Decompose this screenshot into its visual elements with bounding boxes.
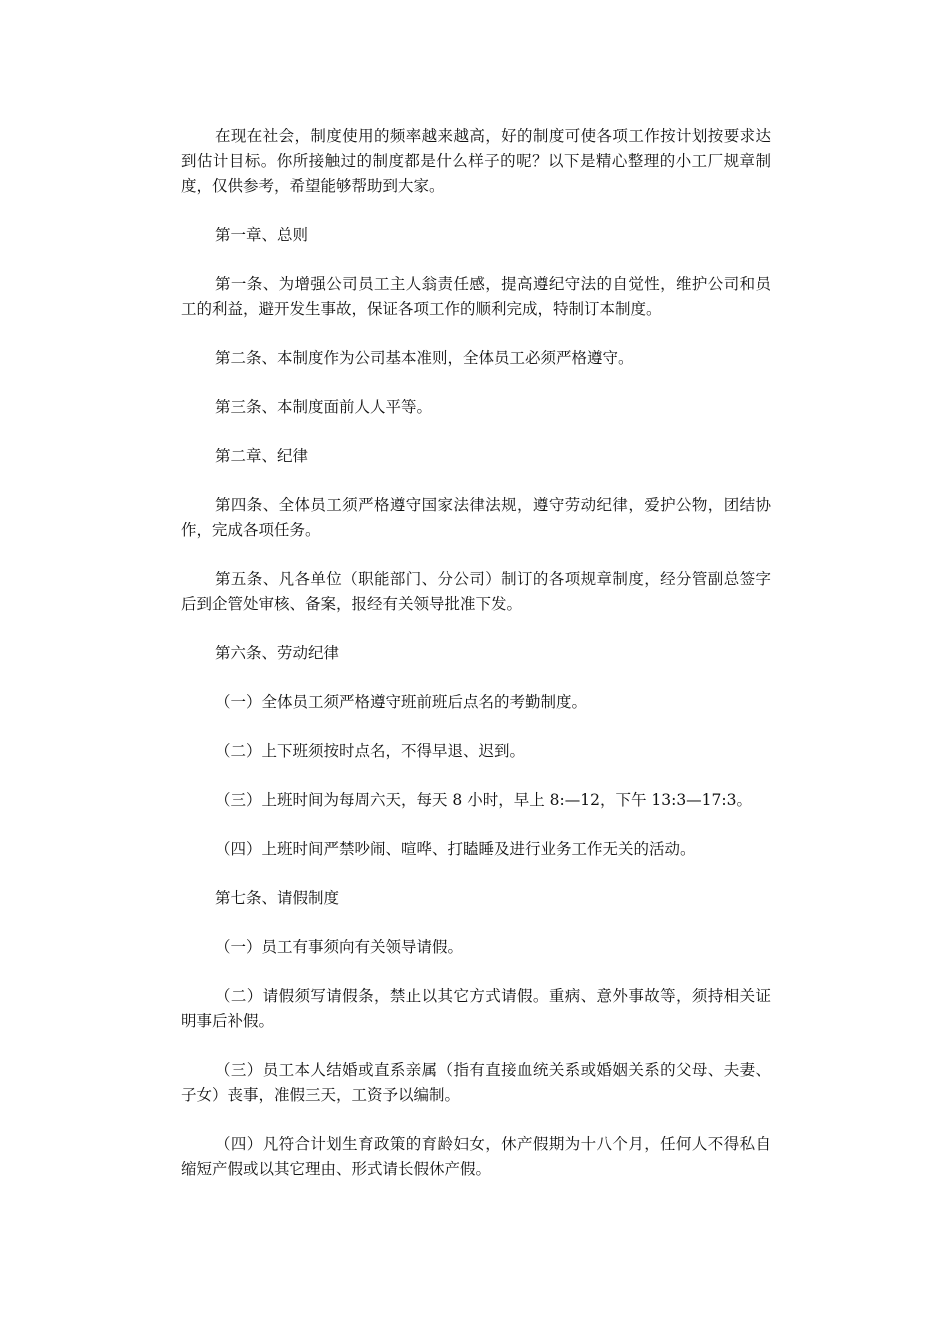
article-heading: 第七条、请假制度 xyxy=(215,889,340,907)
list-item: （一）全体员工须严格遵守班前班后点名的考勤制度。 xyxy=(215,693,588,711)
chapter-heading: 第二章、纪律 xyxy=(215,447,309,465)
list-item: （三）员工本人结婚或直系亲属（指有直接血统关系或婚姻关系的父母、夫妻、子女）丧事，准假三天，工资予以编制。 xyxy=(181,1061,771,1104)
article-paragraph: 第四条、全体员工须严格遵守国家法律法规，遵守劳动纪律，爱护公物，团结协作，完成各项任务。 xyxy=(181,496,771,539)
article-paragraph: 第一条、为增强公司员工主人翁责任感，提高遵纪守法的自觉性，维护公司和员工的利益，避开发生事故，保证各项工作的顺利完成，特制订本制度。 xyxy=(181,275,771,318)
document-body xyxy=(181,124,771,1206)
intro-paragraph: 在现在社会，制度使用的频率越来越高，好的制度可使各项工作按计划按要求达到估计目标。你所接触过的制度都是什么样子的呢？以下是精心整理的小工厂规章制度，仅供参考，希望能够帮助到大家。 xyxy=(181,127,771,195)
article-paragraph: 第二条、本制度作为公司基本准则，全体员工必须严格遵守。 xyxy=(215,349,634,367)
list-item: （一）员工有事须向有关领导请假。 xyxy=(215,938,464,956)
article-heading: 第六条、劳动纪律 xyxy=(215,644,340,662)
article-paragraph: 第三条、本制度面前人人平等。 xyxy=(215,398,433,416)
list-item: （二）上下班须按时点名，不得早退、迟到。 xyxy=(215,742,526,760)
list-item: （四）上班时间严禁吵闹、喧哗、打瞌睡及进行业务工作无关的活动。 xyxy=(215,840,696,858)
chapter-heading: 第一章、总则 xyxy=(215,226,309,244)
list-item: （三）上班时间为每周六天，每天 8 小时，早上 8:—12，下午 13:3—17:3。 xyxy=(215,791,752,809)
list-item: （二）请假须写请假条，禁止以其它方式请假。重病、意外事故等，须持相关证明事后补假。 xyxy=(181,987,771,1030)
article-paragraph: 第五条、凡各单位（职能部门、分公司）制订的各项规章制度，经分管副总签字后到企管处审核、备案，报经有关领导批准下发。 xyxy=(181,570,771,613)
list-item: （四）凡符合计划生育政策的育龄妇女，休产假期为十八个月，任何人不得私自缩短产假或以其它理由、形式请长假休产假。 xyxy=(181,1135,771,1178)
